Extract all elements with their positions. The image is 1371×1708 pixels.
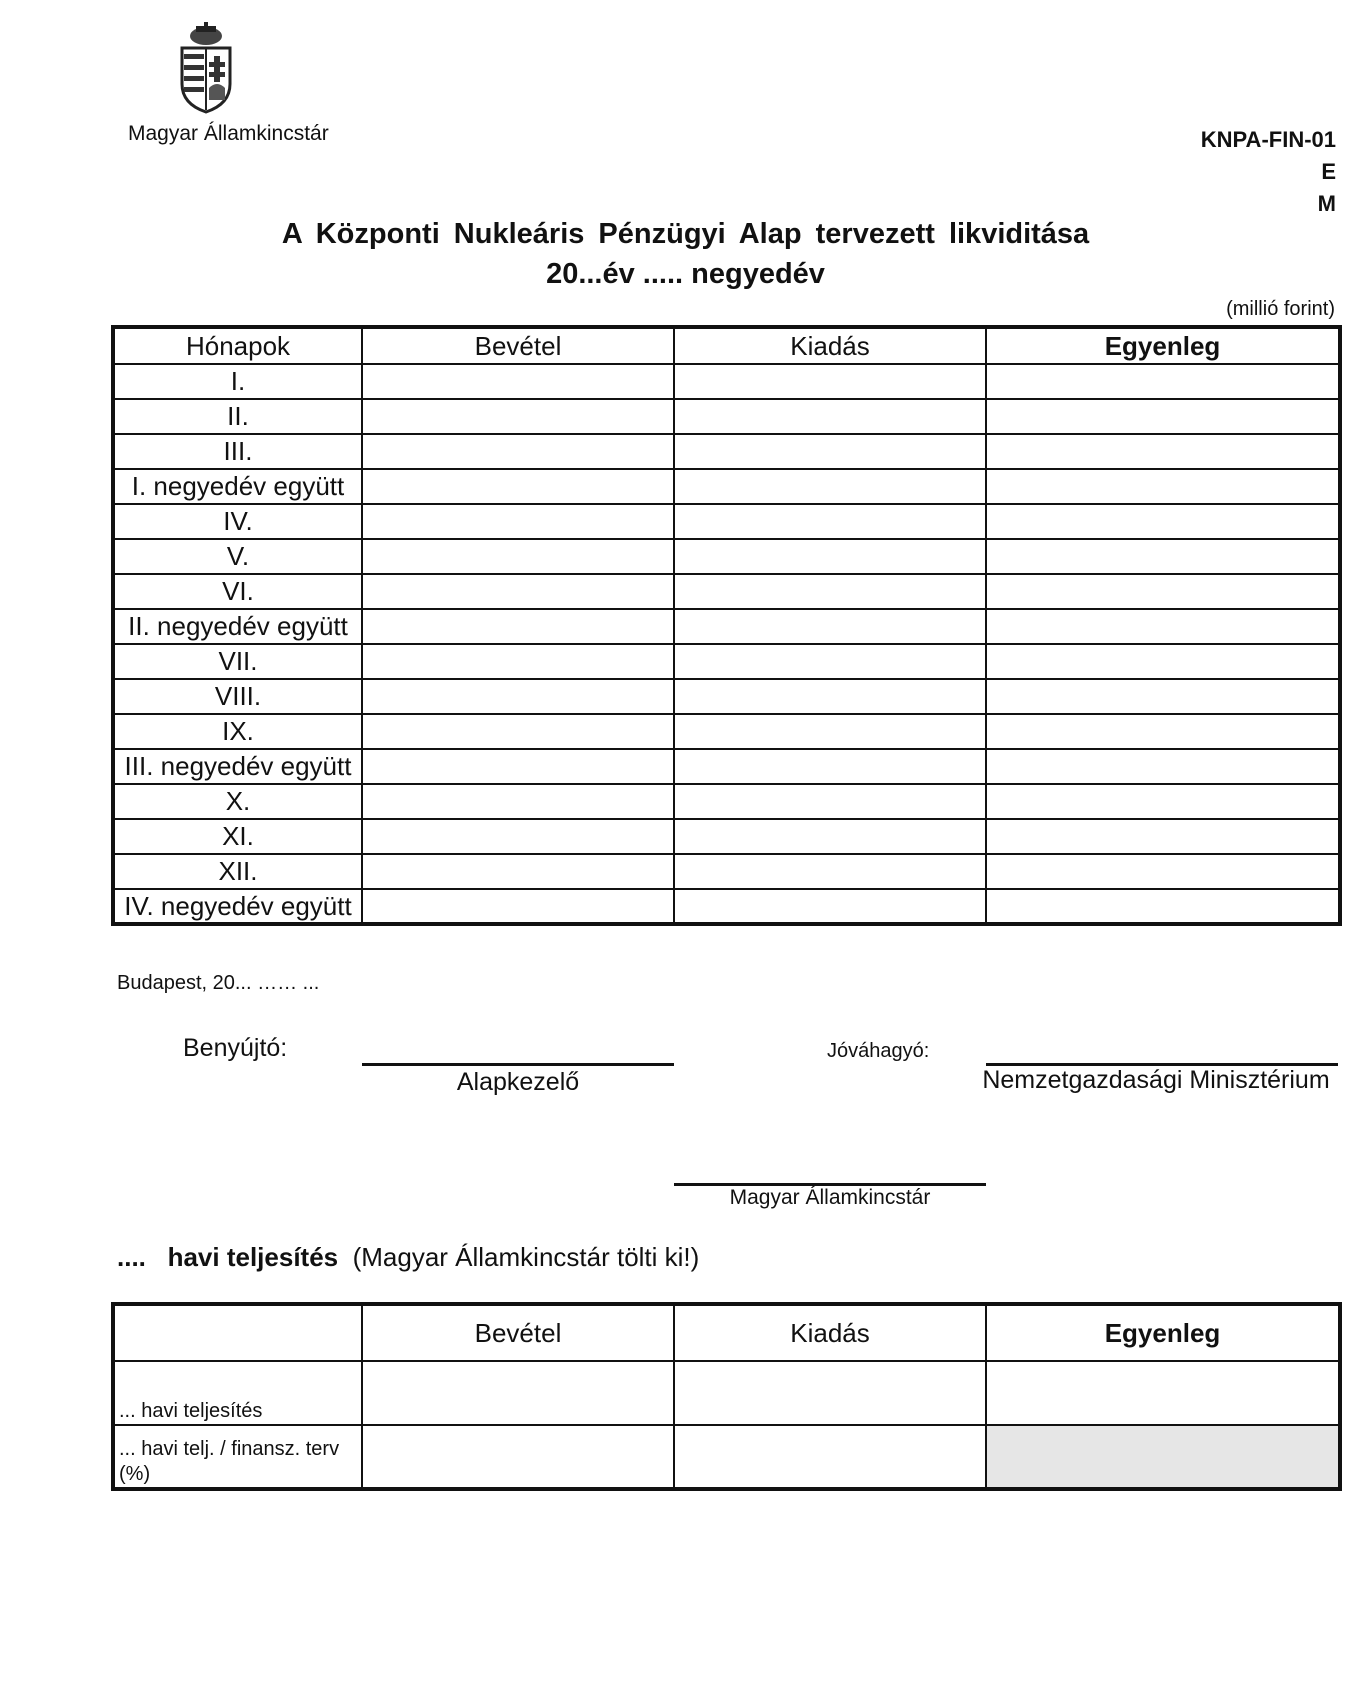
document-subtitle: 20...év ..... negyedév xyxy=(546,258,825,290)
balance-cell[interactable] xyxy=(986,504,1340,539)
revenue-cell[interactable] xyxy=(362,469,674,504)
balance-cell[interactable] xyxy=(986,784,1340,819)
balance-cell[interactable] xyxy=(986,714,1340,749)
month-label: II. negyedév együtt xyxy=(113,609,362,644)
revenue-cell[interactable] xyxy=(362,889,674,924)
revenue-cell[interactable] xyxy=(362,714,674,749)
revenue-cell[interactable] xyxy=(362,609,674,644)
month-label: III. xyxy=(113,434,362,469)
balance-cell[interactable] xyxy=(986,1361,1340,1425)
revenue-cell[interactable] xyxy=(362,644,674,679)
month-label: XII. xyxy=(113,854,362,889)
table-row xyxy=(113,364,1340,399)
expense-cell[interactable] xyxy=(674,609,986,644)
revenue-cell[interactable] xyxy=(362,574,674,609)
table-row xyxy=(113,504,1340,539)
month-label: VIII. xyxy=(113,679,362,714)
row-label: ... havi telj. / finansz. terv (%) xyxy=(113,1425,362,1489)
revenue-cell[interactable] xyxy=(362,364,674,399)
header-revenue: Bevétel xyxy=(362,327,674,364)
month-label: XI. xyxy=(113,819,362,854)
expense-cell[interactable] xyxy=(674,679,986,714)
table-row xyxy=(113,679,1340,714)
balance-cell-disabled xyxy=(986,1425,1340,1489)
month-label: I. negyedév együtt xyxy=(113,469,362,504)
balance-cell[interactable] xyxy=(986,399,1340,434)
expense-cell[interactable] xyxy=(674,364,986,399)
expense-cell[interactable] xyxy=(674,1425,986,1489)
table-row xyxy=(113,749,1340,784)
expense-cell[interactable] xyxy=(674,854,986,889)
balance-cell[interactable] xyxy=(986,644,1340,679)
header-balance: Egyenleg xyxy=(986,327,1340,364)
header-empty xyxy=(113,1304,362,1361)
table-row xyxy=(113,714,1340,749)
expense-cell[interactable] xyxy=(674,399,986,434)
unit-note: (millió forint) xyxy=(1226,298,1335,320)
expense-cell[interactable] xyxy=(674,749,986,784)
table-row xyxy=(113,644,1340,679)
form-code xyxy=(1201,124,1336,220)
revenue-cell[interactable] xyxy=(362,399,674,434)
revenue-cell[interactable] xyxy=(362,819,674,854)
table-row xyxy=(113,609,1340,644)
approver-label: Jóváhagyó: xyxy=(827,1040,930,1062)
balance-cell[interactable] xyxy=(986,539,1340,574)
table-row xyxy=(113,469,1340,504)
performance-table xyxy=(111,1302,1342,1491)
revenue-cell[interactable] xyxy=(362,1425,674,1489)
revenue-cell[interactable] xyxy=(362,784,674,819)
expense-cell[interactable] xyxy=(674,539,986,574)
document-title: A Központi Nukleáris Pénzügyi Alap tervezett likviditása xyxy=(281,218,1090,250)
liquidity-table xyxy=(111,325,1342,926)
expense-cell[interactable] xyxy=(674,784,986,819)
table-row xyxy=(113,399,1340,434)
table-row xyxy=(113,574,1340,609)
header-revenue: Bevétel xyxy=(362,1304,674,1361)
table-row xyxy=(113,854,1340,889)
hungarian-coat-of-arms-icon xyxy=(176,22,236,114)
table-row xyxy=(113,784,1340,819)
monthly-title: havi teljesítés xyxy=(167,1242,339,1272)
month-label: X. xyxy=(113,784,362,819)
form-code-line: E xyxy=(1321,159,1336,184)
row-label: ... havi teljesítés xyxy=(113,1361,362,1425)
expense-cell[interactable] xyxy=(674,469,986,504)
balance-cell[interactable] xyxy=(986,889,1340,924)
form-code-line: KNPA-FIN-01 xyxy=(1200,127,1336,152)
submitter-label: Benyújtó: xyxy=(183,1034,288,1062)
balance-cell[interactable] xyxy=(986,434,1340,469)
table-row xyxy=(113,434,1340,469)
balance-cell[interactable] xyxy=(986,574,1340,609)
header-months: Hónapok xyxy=(113,327,362,364)
monthly-section-title xyxy=(117,1242,699,1273)
revenue-cell[interactable] xyxy=(362,434,674,469)
revenue-cell[interactable] xyxy=(362,1361,674,1425)
revenue-cell[interactable] xyxy=(362,749,674,784)
table-row xyxy=(113,889,1340,924)
monthly-note: (Magyar Államkincstár tölti ki!) xyxy=(352,1242,700,1272)
header-balance: Egyenleg xyxy=(986,1304,1340,1361)
month-label: VII. xyxy=(113,644,362,679)
header-expense: Kiadás xyxy=(674,1304,986,1361)
month-label: IV. xyxy=(113,504,362,539)
treasury-name: Magyar Államkincstár xyxy=(729,1186,931,1209)
expense-cell[interactable] xyxy=(674,1361,986,1425)
month-label: III. negyedév együtt xyxy=(113,749,362,784)
monthly-prefix: .... xyxy=(117,1242,146,1272)
month-label: IX. xyxy=(113,714,362,749)
form-code-line: M xyxy=(1317,191,1336,216)
month-label: IV. negyedév együtt xyxy=(113,889,362,924)
balance-cell[interactable] xyxy=(986,364,1340,399)
month-label: II. xyxy=(113,399,362,434)
expense-cell[interactable] xyxy=(674,574,986,609)
table-row xyxy=(113,1361,1340,1425)
expense-cell[interactable] xyxy=(674,504,986,539)
issuer-name: Magyar Államkincstár xyxy=(128,122,329,145)
expense-cell[interactable] xyxy=(674,434,986,469)
revenue-cell[interactable] xyxy=(362,504,674,539)
expense-cell[interactable] xyxy=(674,819,986,854)
submitter-name: Alapkezelő xyxy=(456,1068,580,1096)
expense-cell[interactable] xyxy=(674,644,986,679)
revenue-cell[interactable] xyxy=(362,679,674,714)
balance-cell[interactable] xyxy=(986,469,1340,504)
balance-cell[interactable] xyxy=(986,749,1340,784)
balance-cell[interactable] xyxy=(986,854,1340,889)
revenue-cell[interactable] xyxy=(362,854,674,889)
balance-cell[interactable] xyxy=(986,679,1340,714)
table-row xyxy=(113,1425,1340,1489)
header-expense: Kiadás xyxy=(674,327,986,364)
submitter-signature-line[interactable] xyxy=(362,1063,674,1066)
expense-cell[interactable] xyxy=(674,714,986,749)
table-row xyxy=(113,539,1340,574)
month-label: V. xyxy=(113,539,362,574)
balance-cell[interactable] xyxy=(986,819,1340,854)
place-date: Budapest, 20... …… ... xyxy=(117,972,320,994)
expense-cell[interactable] xyxy=(674,889,986,924)
approver-name: Nemzetgazdasági Minisztérium xyxy=(982,1066,1330,1094)
revenue-cell[interactable] xyxy=(362,539,674,574)
month-label: I. xyxy=(113,364,362,399)
balance-cell[interactable] xyxy=(986,609,1340,644)
month-label: VI. xyxy=(113,574,362,609)
table-row xyxy=(113,819,1340,854)
